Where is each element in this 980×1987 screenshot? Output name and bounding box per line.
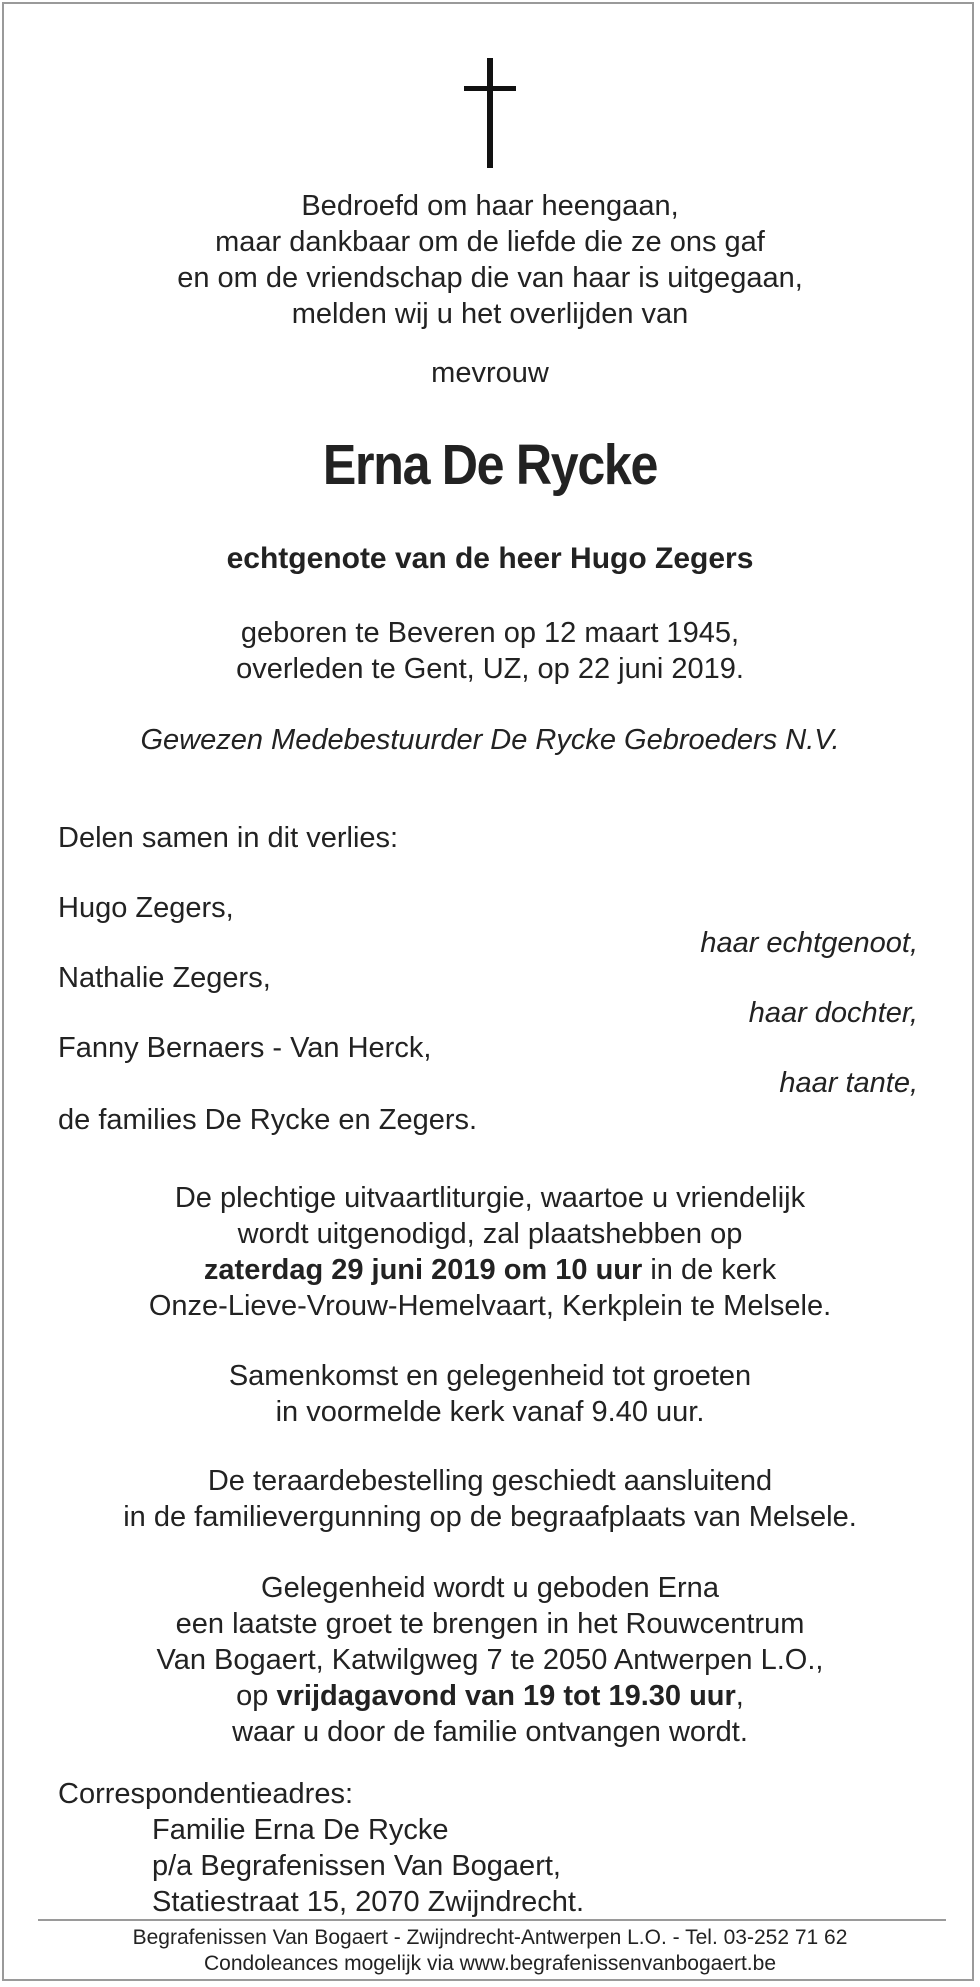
correspondence-line-2: p/a Begrafenissen Van Bogaert, <box>152 1850 561 1882</box>
farewell-line-3: Van Bogaert, Katwilgweg 7 te 2050 Antwerpen L.O., <box>156 1644 824 1676</box>
farewell-paragraph <box>0 1570 980 1750</box>
correspondence-line-1: Familie Erna De Rycke <box>152 1814 449 1846</box>
intro-text <box>0 188 980 332</box>
farewell-time: vrijdagavond van 19 tot 19.30 uur <box>276 1680 736 1712</box>
families-line: de families De Rycke en Zegers. <box>58 1104 478 1136</box>
burial-paragraph <box>0 1463 980 1535</box>
liturgy-line-1: De plechtige uitvaartliturgie, waartoe u vriendelijk <box>174 1182 806 1214</box>
mourners-heading: Delen samen in dit verlies: <box>58 822 399 854</box>
life-dates <box>0 615 980 687</box>
intro-line-2: maar dankbaar om de liefde die ze ons gaf <box>215 226 765 258</box>
farewell-line-2: een laatste groet te brengen in het Rouwcentrum <box>175 1608 805 1640</box>
mourner-name-1: Hugo Zegers, <box>58 892 234 924</box>
burial-line-2: in de familievergunning op de begraafplaats van Melsele. <box>123 1501 857 1533</box>
correspondence-line-3: Statiestraat 15, 2070 Zwijndrecht. <box>152 1886 585 1918</box>
gathering-line-2: in voormelde kerk vanaf 9.40 uur. <box>275 1396 705 1428</box>
death-line: overleden te Gent, UZ, op 22 juni 2019. <box>236 653 744 685</box>
liturgy-line-4: Onze-Lieve-Vrouw-Hemelvaart, Kerkplein te Melsele. <box>148 1290 832 1322</box>
farewell-line-4-post: , <box>735 1680 744 1712</box>
title-word: mevrouw <box>431 357 549 389</box>
deceased-name: Erna De Rycke <box>322 433 658 497</box>
farewell-line-4-pre: op <box>236 1680 277 1712</box>
farewell-line-4 <box>0 1678 980 1714</box>
footer-divider <box>38 1919 946 1921</box>
liturgy-line-3 <box>0 1252 980 1288</box>
function-line: Gewezen Medebestuurder De Rycke Gebroeders N.V. <box>140 724 840 756</box>
mourner-relation-3: haar tante, <box>779 1067 918 1099</box>
mourner-name-3: Fanny Bernaers - Van Herck, <box>58 1032 432 1064</box>
footer-line-2: Condoleances mogelijk via www.begrafenissenvanbogaert.be <box>203 1952 776 1975</box>
intro-line-4: melden wij u het overlijden van <box>291 298 689 330</box>
mourner-relation-2: haar dochter, <box>748 997 918 1029</box>
spouse-line: echtgenote van de heer Hugo Zegers <box>226 542 754 575</box>
farewell-line-5: waar u door de familie ontvangen wordt. <box>232 1716 748 1748</box>
liturgy-line-2: wordt uitgenodigd, zal plaatshebben op <box>237 1218 743 1250</box>
mourner-relation-1: haar echtgenoot, <box>700 927 918 959</box>
birth-line: geboren te Beveren op 12 maart 1945, <box>240 617 740 649</box>
cross-icon <box>440 58 540 168</box>
footer-line-1: Begrafenissen Van Bogaert - Zwijndrecht-Antwerpen L.O. - Tel. 03-252 71 62 <box>132 1926 848 1949</box>
gathering-line-1: Samenkomst en gelegenheid tot groeten <box>228 1360 752 1392</box>
liturgy-paragraph <box>0 1180 980 1324</box>
burial-line-1: De teraardebestelling geschiedt aansluitend <box>207 1465 773 1497</box>
correspondence-heading: Correspondentieadres: <box>58 1778 354 1810</box>
liturgy-date: zaterdag 29 juni 2019 om 10 uur <box>203 1254 643 1286</box>
gathering-paragraph <box>0 1358 980 1430</box>
liturgy-date-rest: in de kerk <box>642 1254 777 1286</box>
intro-line-3: en om de vriendschap die van haar is uitgegaan, <box>177 262 803 294</box>
intro-line-1: Bedroefd om haar heengaan, <box>301 190 679 222</box>
mourner-name-2: Nathalie Zegers, <box>58 962 271 994</box>
farewell-line-1: Gelegenheid wordt u geboden Erna <box>261 1572 719 1604</box>
